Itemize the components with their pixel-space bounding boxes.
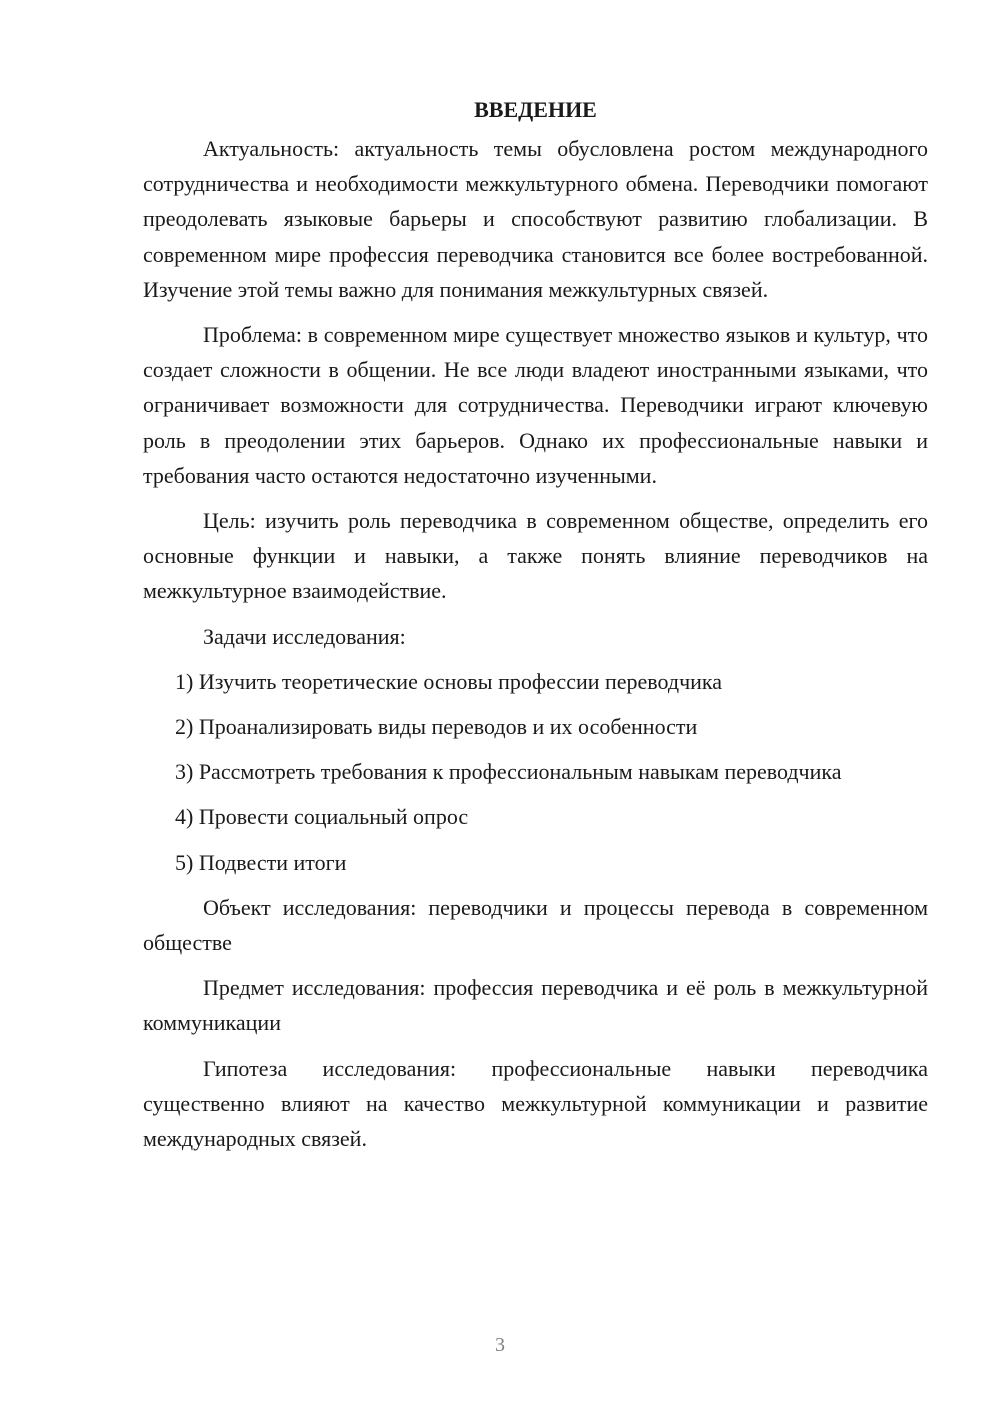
page-title: ВВЕДЕНИЕ: [474, 97, 597, 122]
object-paragraph: Объект исследования: переводчики и процессы перевода в современном обществе: [143, 894, 928, 956]
task-item: 4) Провести социальный опрос: [175, 804, 469, 830]
page-number: 3: [495, 1334, 505, 1356]
task-item: 5) Подвести итоги: [175, 849, 347, 875]
document-page: [143, 92, 928, 1166]
problem-paragraph: Проблема: в современном мире существует множество языков и культур, что создает сложности в общении. Не все люди владеют иностранными языками, что ограничивает возможности для сотрудничества. Переводчики играют ключевую роль в преодолении этих барьеров. Однако их профессиональные навыки и требования часто остаются недостаточно изученными.: [143, 322, 928, 488]
task-item: 3) Рассмотреть требования к профессиональным навыкам переводчика: [175, 759, 842, 785]
relevance-paragraph: Актуальность: актуальность темы обусловлена ростом международного сотрудничества и необходимости межкультурного обмена. Переводчики помогают преодолевать языковые барьеры и способствуют развитию глобализации. В современном мире профессия переводчика становится все более востребованной. Изучение этой темы важно для понимания межкультурных связей.: [143, 136, 928, 302]
task-item: 1) Изучить теоретические основы профессии переводчика: [175, 668, 723, 694]
hypothesis-paragraph: Гипотеза исследования: профессиональные навыки переводчика существенно влияют на качество межкультурной коммуникации и развитие международных связей.: [143, 1055, 928, 1152]
goal-paragraph: Цель: изучить роль переводчика в современном обществе, определить его основные функции и навыки, а также понять влияние переводчиков на межкультурное взаимодействие.: [143, 508, 928, 604]
subject-paragraph: Предмет исследования: профессия переводчика и её роль в межкультурной коммуникации: [143, 975, 928, 1036]
task-item: 2) Проанализировать виды переводов и их особенности: [175, 714, 698, 740]
tasks-title: Задачи исследования:: [203, 623, 406, 649]
